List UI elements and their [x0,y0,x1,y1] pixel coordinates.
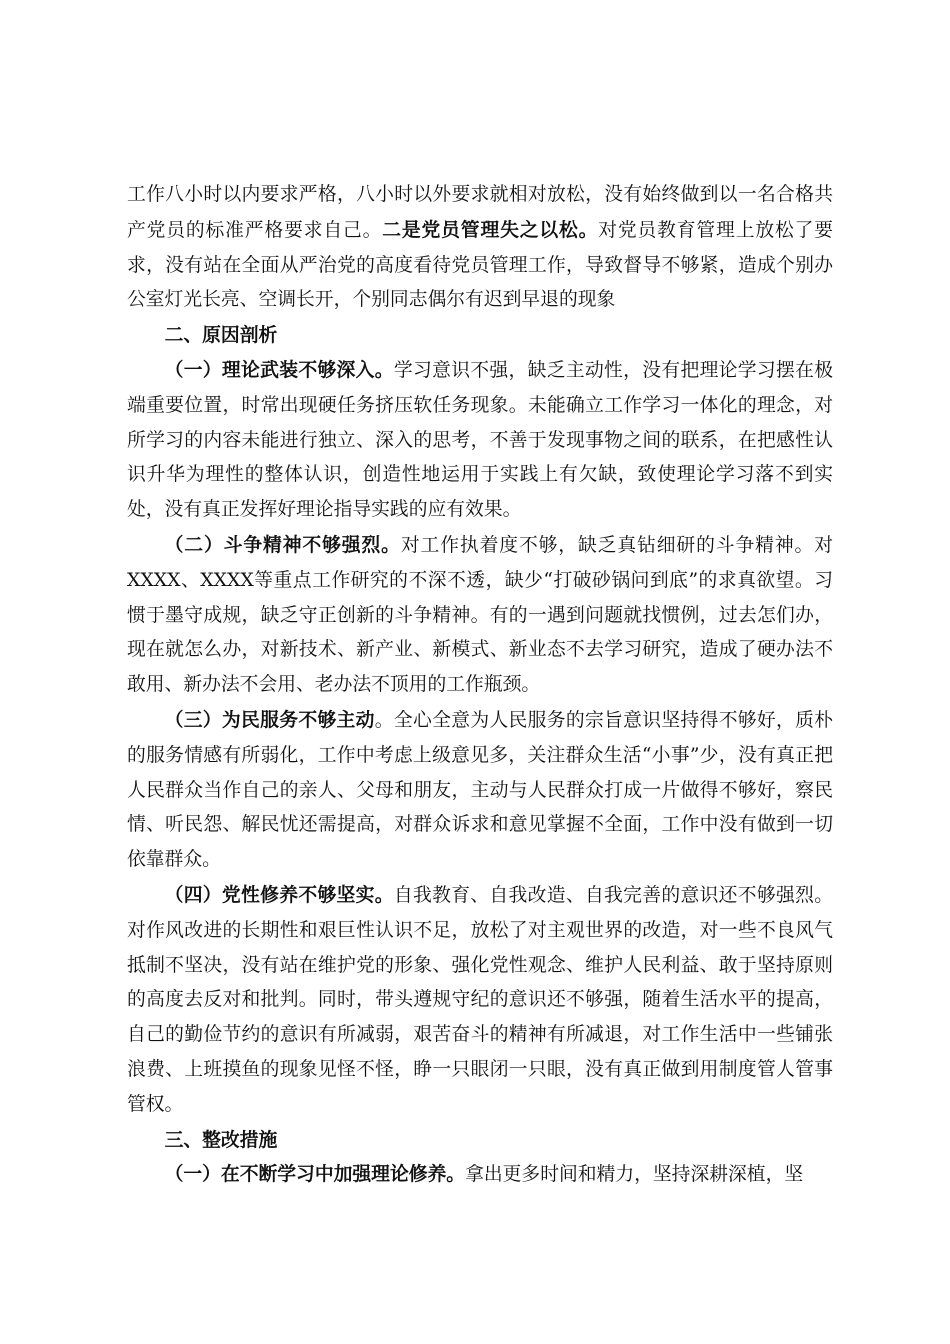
paragraph-text: 对党员教育管理上放松了要求，没有站在全面从严治党的高度看待党员管理工作，导致督导不够紧，造成个别办公室灯光长亮、空调长开，个别同志偶尔有迟到早退的现象 [127,219,834,311]
paragraph-text: 学习意识不强，缺乏主动性，没有把理论学习摆在极端重要位置，时常出现硬任务挤压软任务现象。未能确立工作学习一体化的理念，对所学习的内容未能进行独立、深入的思考，不善于发现事物之间的联系，在把感性认识升华为理性的整体认识，创造性地运用于实践上有欠缺，致使理论学习落不到实处，没有真正发挥好理论指导实践的应有效果。 [127,359,834,521]
document-page [127,178,833,1193]
paragraph-party-spirit [127,878,833,1123]
paragraph-text: 对工作执着度不够，缺乏真钻细研的斗争精神。对XXXX、XXXX等重点工作研究的不深不透，缺少“打破砂锅问到底”的求真欲望。习惯于墨守成规，缺乏守正创新的斗争精神。有的一遇到问题就找惯例，过去怎们办，现在就怎么办，对新技术、新产业、新模式、新业态不去学习研究，造成了硬办法不敢用、新办法不会用、老办法不顶用的工作瓶颈。 [127,534,834,696]
paragraph-theory [127,353,833,528]
paragraph-continuation [127,178,833,318]
paragraph-bold-lead: （二）斗争精神不够强烈。 [164,533,401,556]
paragraph-bold-lead: （一）理论武装不够深入。 [164,358,394,381]
paragraph-text: 拿出更多时间和精力，坚持深耕深植，坚 [465,1164,804,1186]
paragraph-text: 。全心全意为人民服务的宗旨意识坚持得不够好，质朴的服务情感有所弱化，工作中考虑上级意见多，关注群众生活“小事”少，没有真正把人民群众当作自己的亲人、父母和朋友，主动与人民群众打成一片做得不够好，察民情、听民怨、解民忧还需提高，对群众诉求和意见掌握不全面，工作中没有做到一切依靠群众。 [127,709,834,871]
paragraph-struggle-spirit [127,528,833,703]
paragraph-bold-lead: （一）在不断学习中加强理论修养。 [164,1163,466,1186]
paragraph-bold-lead: （三）为民服务不够主动 [164,708,375,731]
paragraph-text: 工作八小时以内要求严格，八小时以外要求就相对放松，没有始终做到以一名合格共产党员的标准严格要求自己。 [127,184,833,241]
paragraph-serve-people [127,703,833,878]
section-heading-rectification: 三、整改措施 [164,1128,278,1151]
paragraph-bold-lead: （四）党性修养不够坚实。 [164,883,394,906]
paragraph-study-theory [127,1157,833,1193]
paragraph-text: 自我教育、自我改造、自我完善的意识还不够强烈。对作风改进的长期性和艰巨性认识不足，放松了对主观世界的改造，对一些不良风气抵制不坚决，没有站在维护党的形象、强化党性观念、维护人民利益、敢于坚持原则的高度去反对和批判。同时，带头遵规守纪的意识还不够强，随着生活水平的提高，自己的勤俭节约的意识有所减弱，艰苦奋斗的精神有所减退，对工作生活中一些铺张浪费、上班摸鱼的现象见怪不怪，睁一只眼闭一只眼，没有真正做到用制度管人管事管权。 [127,884,834,1115]
paragraph-bold-lead: 二是党员管理失之以松。 [382,218,599,241]
section-heading-cause-analysis: 二、原因剖析 [164,324,278,347]
